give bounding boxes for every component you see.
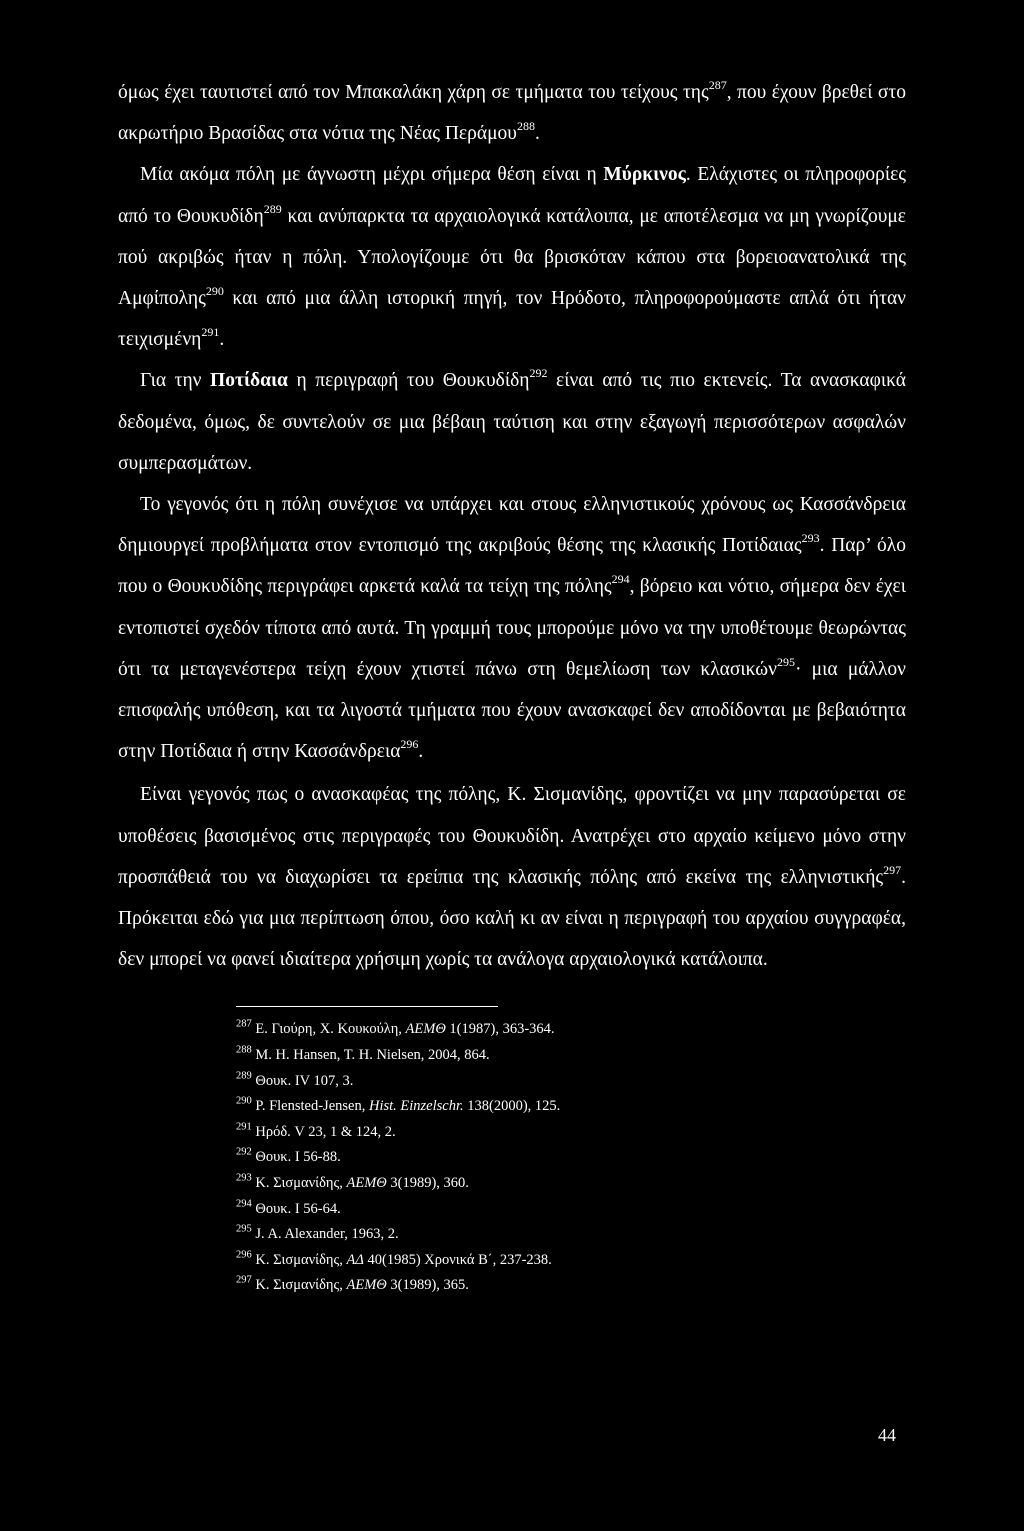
text-run: και από μια άλλη ιστορική πηγή, τον Ηρόδοτο, πληροφορούμαστε απλά ότι ήταν τειχισμένη xyxy=(118,288,906,351)
paragraph xyxy=(118,360,906,484)
footnote xyxy=(236,1017,906,1043)
footnote xyxy=(236,1273,906,1299)
italic-title: ΑΕΜΘ xyxy=(346,1277,387,1294)
italic-title: Hist. Einzelschr. xyxy=(368,1098,464,1115)
footnote-number: 292 xyxy=(236,1147,252,1159)
bold-term: Μύρκινος xyxy=(603,164,686,186)
text-run: 3(1989), 360. xyxy=(386,1175,469,1192)
page-number: 44 xyxy=(878,1425,896,1445)
text-run: P. Flensted-Jensen, xyxy=(255,1098,369,1115)
footnote-ref: 293 xyxy=(801,531,820,546)
paragraph xyxy=(118,72,906,154)
text-run: Κ. Σισμανίδης, xyxy=(255,1175,347,1192)
italic-title: ΑΕΜΘ xyxy=(405,1021,446,1038)
text-run: . xyxy=(534,123,540,145)
text-run: Θουκ. I 56-88. xyxy=(255,1149,341,1166)
text-run: . Πρόκειται εδώ για μια περίπτωση όπου, όσο καλή κι αν είναι η περιγραφή του αρχαίου συγγραφέα, δεν μπορεί να φανεί ιδιαίτερα χρήσιμη χωρίς τα ανάλογα αρχαιολογικά κατάλοιπα. xyxy=(118,866,906,971)
footnote xyxy=(236,1043,906,1069)
footnote xyxy=(236,1120,906,1146)
text-run: 1(1987), 363-364. xyxy=(445,1021,555,1038)
italic-title: ΑΔ xyxy=(346,1251,364,1268)
footnote-number: 297 xyxy=(236,1275,252,1287)
footnote-ref: 296 xyxy=(400,737,419,752)
footnote-number: 291 xyxy=(236,1121,252,1133)
footnote-separator xyxy=(236,1006,498,1007)
paragraph xyxy=(118,484,906,772)
text-run: είναι από τις πιο εκτενείς. Τα ανασκαφικά δεδομένα, όμως, δε συντελούν σε μια βέβαιη ταύτιση και στην εξαγωγή περισσότερων ασφαλών συμπερασμάτων. xyxy=(118,370,906,474)
text-run: J. A. Alexander, 1963, 2. xyxy=(255,1226,399,1243)
text-run: 138(2000), 125. xyxy=(463,1098,561,1115)
footnote-number: 294 xyxy=(236,1198,252,1210)
text-run: . Ελάχιστες οι πληροφορίες από το Θουκυδίδη xyxy=(118,164,906,227)
footnote xyxy=(236,1069,906,1095)
text-run: Ε. Γιούρη, Χ. Κουκούλη, xyxy=(255,1021,406,1038)
footnote-ref: 292 xyxy=(529,366,548,381)
text-run: Το γεγονός ότι η πόλη συνέχισε να υπάρχει και στους ελληνιστικούς χρόνους ως Κασσάνδρεια δημιουργεί προβλήματα στον εντοπισμό της ακριβούς θέσης της κλασικής Ποτίδαιας xyxy=(118,494,906,557)
footnote xyxy=(236,1222,906,1248)
text-run: M. H. Hansen, T. H. Nielsen, 2004, 864. xyxy=(255,1047,490,1064)
text-run: Θουκ. IV 107, 3. xyxy=(255,1072,354,1089)
footnote-ref: 290 xyxy=(205,284,224,299)
text-run: , που έχουν βρεθεί στο ακρωτήριο Βρασίδας στα νότια της Νέας Περάμου xyxy=(118,82,906,145)
footnote-ref: 291 xyxy=(201,325,220,340)
footnote-number: 295 xyxy=(236,1223,252,1235)
paragraph xyxy=(118,154,906,360)
text-run: , βόρειο και νότιο, σήμερα δεν έχει εντοπιστεί σχεδόν τίποτα από αυτά. Τη γραμμή τους μπορούμε μόνο να την υποθέτουμε θεωρώντας ότι τα μεταγενέστερα τείχη έχουν χτιστεί πάνω στη θεμελίωση των κλασικών xyxy=(118,576,906,680)
footnote xyxy=(236,1248,906,1274)
bold-term: Ποτίδαια xyxy=(210,370,288,392)
footnote-ref: 294 xyxy=(611,572,630,587)
text-run: Κ. Σισμανίδης, xyxy=(255,1251,347,1268)
footnote xyxy=(236,1145,906,1171)
footnote xyxy=(236,1094,906,1120)
footnote-number: 288 xyxy=(236,1044,252,1056)
footnote-number: 296 xyxy=(236,1249,252,1261)
footnote-ref: 288 xyxy=(516,119,535,134)
text-run: Για την xyxy=(140,370,211,392)
text-run: . xyxy=(219,329,225,351)
text-run: Είναι γεγονός πως ο ανασκαφέας της πόλης, Κ. Σισμανίδης, φροντίζει να μην παρασύρεται σε υποθέσεις βασισμένος στις περιγραφές του Θουκυδίδη. Ανατρέχει στο αρχαίο κείμενο μόνο στην προσπάθειά του να διαχωρίσει τα ερείπια της κλασικής πόλης από εκείνα της ελληνιστικής xyxy=(118,784,906,888)
body-text xyxy=(118,72,906,980)
text-run: Κ. Σισμανίδης, xyxy=(255,1277,347,1294)
text-run: Ηρόδ. V 23, 1 & 124, 2. xyxy=(255,1123,396,1140)
text-run: . xyxy=(418,741,424,763)
text-run: 40(1985) Χρονικά Β΄, 237-238. xyxy=(363,1251,552,1268)
text-run: η περιγραφή του Θουκυδίδη xyxy=(287,370,530,392)
text-run: 3(1989), 365. xyxy=(386,1277,469,1294)
footnote-number: 289 xyxy=(236,1070,252,1082)
footnote xyxy=(236,1171,906,1197)
footnote-ref: 295 xyxy=(776,654,795,669)
footnote-number: 293 xyxy=(236,1172,252,1184)
footnote-number: 290 xyxy=(236,1095,252,1107)
paragraph xyxy=(118,774,906,980)
text-run: και ανύπαρκτα τα αρχαιολογικά κατάλοιπα, με αποτέλεσμα να μη γνωρίζουμε πού ακριβώς ήταν η πόλη. Υπολογίζουμε ότι θα βρισκόταν κάπου στα βορειοανατολικά της Αμφίπολης xyxy=(118,205,906,310)
footnote-ref: 297 xyxy=(883,862,902,877)
footnote-ref: 289 xyxy=(263,201,282,216)
footnote xyxy=(236,1197,906,1223)
footnotes xyxy=(118,1017,906,1299)
footnote-number: 287 xyxy=(236,1019,252,1031)
text-run: Μία ακόμα πόλη με άγνωστη μέχρι σήμερα θέση είναι η xyxy=(140,164,604,186)
text-run: · μια μάλλον επισφαλής υπόθεση, και τα λιγοστά τμήματα που έχουν ανασκαφεί δεν αποδίδονται με βεβαιότητα στην Ποτίδαια ή στην Κασσάνδρεια xyxy=(118,658,906,763)
text-run: . Παρ’ όλο που ο Θουκυδίδης περιγράφει αρκετά καλά τα τείχη της πόλης xyxy=(118,535,906,598)
text-run: όμως έχει ταυτιστεί από τον Μπακαλάκη χάρη σε τμήματα του τείχους της xyxy=(118,82,709,103)
text-run: Θουκ. I 56-64. xyxy=(255,1200,341,1217)
italic-title: ΑΕΜΘ xyxy=(346,1175,387,1192)
footnote-ref: 287 xyxy=(708,78,727,92)
